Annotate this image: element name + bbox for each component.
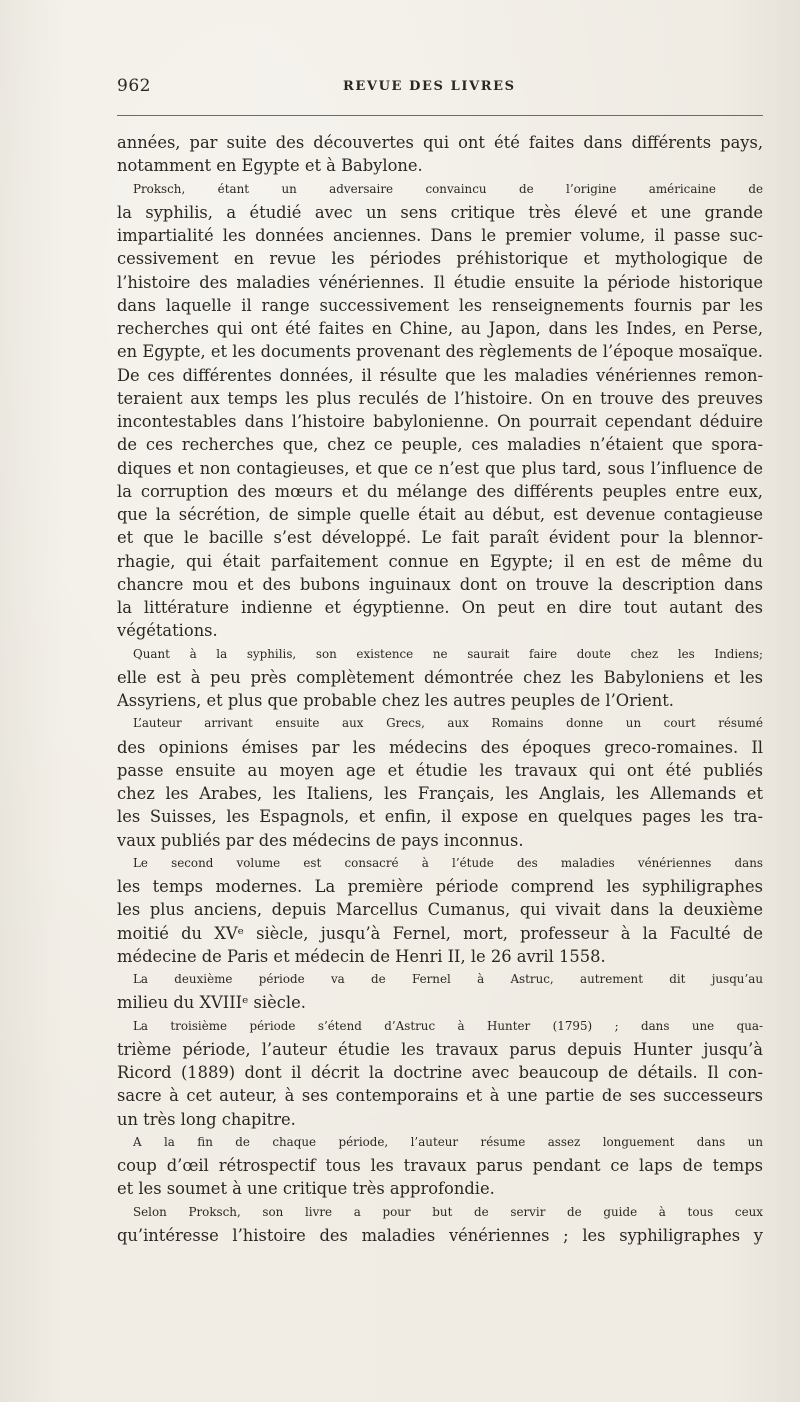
text-line: chancre mou et des bubons inguinaux dont on trouve la description dans <box>117 574 763 594</box>
text-line: moitié du XVᵉ siècle, jusqu’à Fernel, mort, professeur à la Faculté de <box>117 923 763 943</box>
text-line: L’auteur arrivant ensuite aux Grecs, aux Romains donne un court résumé <box>133 716 763 731</box>
text-line: médecine de Paris et médecin de Henri II, le 26 avril 1558. <box>117 946 606 966</box>
text-line: rhagie, qui était parfaitement connue en Egypte; il en est de même du <box>117 551 763 571</box>
text-line: les temps modernes. La première période comprend les syphiligraphes <box>117 877 763 896</box>
text-line: A la fin de chaque période, l’auteur résume assez longuement dans un <box>133 1134 763 1149</box>
text-line: que la sécrétion, de simple quelle était au début, est devenue contagieuse <box>117 505 763 524</box>
text-line: des opinions émises par les médecins des époques greco-romaines. Il <box>117 737 763 757</box>
text-line: La deuxième période va de Fernel à Astruc, autrement dit jusqu’au <box>133 972 763 986</box>
text-line: la corruption des mœurs et du mélange des différents peuples entre eux, <box>117 481 763 501</box>
page-number: 962 <box>117 76 151 96</box>
text-line: passe ensuite au moyen age et étudie les travaux qui ont été publiés <box>117 760 763 780</box>
text-line: milieu du XVIIIᵉ siècle. <box>117 993 306 1013</box>
text-line: incontestables dans l’histoire babylonienne. On pourrait cependant déduire <box>117 412 763 431</box>
text-line: recherches qui ont été faites en Chine, au Japon, dans les Indes, en Perse, <box>117 319 763 338</box>
text-line: trième période, l’auteur étudie les travaux parus depuis Hunter jusqu’à <box>117 1039 763 1059</box>
text-line: et que le bacille s’est développé. Le fait paraît évident pour la blennor- <box>117 528 763 548</box>
text-line: qu’intéresse l’histoire des maladies vénériennes ; les syphiligraphes y <box>117 1225 763 1245</box>
text-line: diques et non contagieuses, et que ce n’est que plus tard, sous l’influence de <box>117 458 763 478</box>
text-line: Assyriens, et plus que probable chez les autres peuples de l’Orient. <box>117 691 674 710</box>
text-line: coup d’œil rétrospectif tous les travaux parus pendant ce laps de temps <box>117 1156 763 1175</box>
header-rule <box>117 115 763 116</box>
running-head <box>117 76 763 100</box>
text-line: teraient aux temps les plus reculés de l’histoire. On en trouve des preuves <box>117 388 763 408</box>
text-line: la syphilis, a étudié avec un sens critique très élevé et une grande <box>117 202 763 222</box>
text-line: cessivement en revue les périodes préhistorique et mythologique de <box>117 249 763 269</box>
text-line: et les soumet à une critique très approfondie. <box>117 1179 495 1199</box>
text-line: impartialité les données anciennes. Dans le premier volume, il passe suc- <box>117 226 763 245</box>
text-line: en Egypte, et les documents provenant des règlements de l’époque mosaïque. <box>117 342 763 362</box>
text-line: de ces recherches que, chez ce peuple, ces maladies n’étaient que spora- <box>117 435 763 455</box>
text-line: Proksch, étant un adversaire convaincu de l’origine américaine de <box>133 181 763 196</box>
text-line: vaux publiés par des médecins de pays inconnus. <box>117 830 524 850</box>
text-line: De ces différentes données, il résulte que les maladies vénériennes remon- <box>117 365 763 385</box>
text-line: un très long chapitre. <box>117 1109 296 1129</box>
text-line: l’histoire des maladies vénériennes. Il étudie ensuite la période historique <box>117 272 763 292</box>
text-line: les plus anciens, depuis Marcellus Cumanus, qui vivait dans la deuxième <box>117 900 763 920</box>
text-line: les Suisses, les Espagnols, et enfin, il expose en quelques pages les tra- <box>117 807 763 827</box>
text-line: elle est à peu près complètement démontrée chez les Babyloniens et les <box>117 667 763 687</box>
text-line: chez les Arabes, les Italiens, les Français, les Anglais, les Allemands et <box>117 784 763 803</box>
text-line: végétations. <box>117 621 218 641</box>
text-line: Le second volume est consacré à l’étude des maladies vénériennes dans <box>133 855 763 870</box>
text-line: dans laquelle il range successivement les renseignements fournis par les <box>117 295 763 315</box>
text-line: notamment en Egypte et à Babylone. <box>117 156 423 176</box>
body-text <box>117 131 763 1247</box>
text-line: la littérature indienne et égyptienne. On peut en dire tout autant des <box>117 598 763 617</box>
text-line: Quant à la syphilis, son existence ne saurait faire doute chez les Indiens; <box>133 646 763 661</box>
text-line: sacre à cet auteur, à ses contemporains et à une partie de ses successeurs <box>117 1086 763 1106</box>
text-line: Ricord (1889) dont il décrit la doctrine avec beaucoup de détails. Il con- <box>117 1063 763 1082</box>
journal-title: REVUE DES LIVRES <box>343 79 516 94</box>
text-line: La troisième période s’étend d’Astruc à Hunter (1795) ; dans une qua- <box>133 1018 763 1033</box>
text-line: années, par suite des découvertes qui ont été faites dans différents pays, <box>117 133 763 152</box>
text-line: Selon Proksch, son livre a pour but de servir de guide à tous ceux <box>133 1204 763 1219</box>
